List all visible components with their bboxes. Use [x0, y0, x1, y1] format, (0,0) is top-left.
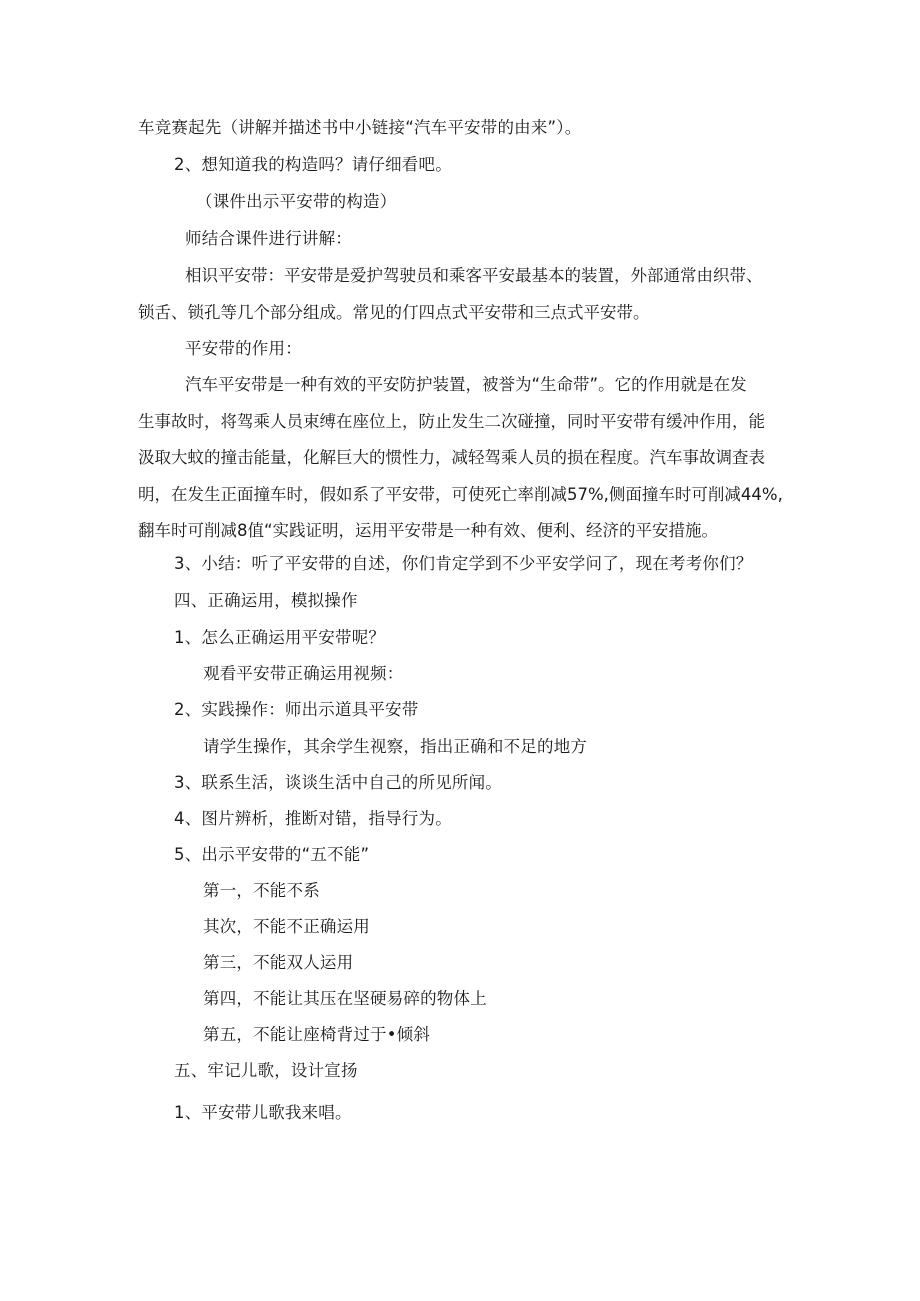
paragraph-line: 翻车时可削减8值“实践证明，运用平安带是一种有效、便利、经济的平安措施。	[138, 521, 719, 540]
text-line-courseware-structure: （课件出示平安带的构造）	[196, 192, 397, 211]
paragraph-line: 汲取大蚊的撞击能量，化解巨大的惯性力，减轻驾乘人员的损在程度。汽车事故调査表	[138, 448, 765, 467]
section-heading-five: 五、牢记儿歌，设计宣扬	[174, 1061, 358, 1080]
paragraph-line: 锁舌、锁孔等几个部分组成。常见的仃四点式平安带和三点式平安带。	[138, 302, 650, 322]
text-line-structure-question: 2、想知道我的构造吗？请仔细看吧。	[174, 155, 452, 174]
text-line-competition: 车竞赛起先（讲解并描述书中小链接“汽车平安带的由来”）。	[138, 118, 582, 137]
list-item-first: 第一，不能不系	[203, 881, 320, 900]
list-item-fourth: 第四，不能让其压在坚硬易碎的物体上	[203, 989, 487, 1008]
text-line-teacher-explains: 师结合课件进行讲解：	[185, 229, 352, 248]
text-line-practice: 2、实践操作：师出示道具平安带	[174, 700, 419, 719]
paragraph-line: 生事故时，将驾乘人员束缚在座位上，防止发生二次碰撞，同时平安带有缓冲作用，能	[138, 411, 765, 431]
text-line-seatbelt-function: 平安带的作用：	[185, 339, 302, 358]
text-line-five-nots: 5、出示平安带的“五不能”	[174, 845, 370, 864]
text-line-picture-analysis: 4、图片辨析，推断对错，指导行为。	[174, 809, 452, 828]
paragraph-seatbelt-intro	[138, 258, 763, 331]
paragraph-line: 汽车平安带是一种有效的平安防护装置，被誉为“生命带”。它的作用就是在发	[185, 375, 747, 394]
paragraph-line: 相识平安带：平安带是爱护驾驶员和乘客平安最基本的装置，外部通常由织带、	[185, 266, 763, 285]
list-item-third: 第三，不能双人运用	[203, 953, 354, 972]
paragraph-seatbelt-function	[138, 367, 783, 550]
text-line-student-operate: 请学生操作，其余学生视察，指出正确和不足的地方	[203, 737, 588, 756]
list-item-fifth: 第五，不能让座椅背过于•倾斜	[203, 1025, 431, 1044]
text-line-summary: 3、小结：听了平安带的自述，你们肯定学到不少平安学问了，现在考考你们？	[174, 554, 753, 573]
text-line-watch-video: 观看平安带正确运用视频：	[203, 664, 404, 683]
list-item-second: 其次，不能不正确运用	[203, 917, 370, 936]
text-line-nursery-rhyme: 1、平安带儿歌我来唱。	[174, 1103, 352, 1122]
section-heading-four: 四、正确运用，模拟操作	[174, 591, 358, 610]
text-line-connect-life: 3、联系生活，谈谈生活中自己的所见所闻。	[174, 773, 502, 792]
text-line-how-to-use: 1、怎么正确运用平安带呢？	[174, 628, 386, 647]
paragraph-line: 明，在发生正面撞车时，假如系了平安带，可使死亡率削减57%,侧面撞车时可削减44%,	[138, 484, 783, 504]
